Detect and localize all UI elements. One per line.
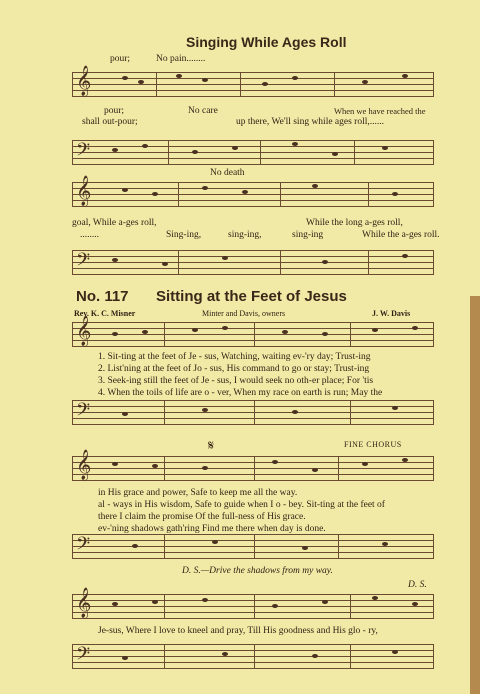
- hymn-owners: Minter and Davis, owners: [202, 309, 286, 318]
- verse-1-line-2: in His grace and power, Safe to keep me all the way.: [98, 488, 298, 498]
- chorus-line: Je-sus, Where I love to kneel and pray, Till His goodness and His glo - ry,: [98, 626, 378, 636]
- music-staff-1: 𝄞: [72, 72, 434, 96]
- music-staff-10: 𝄢: [72, 644, 434, 668]
- hymn-composer: J. W. Davis: [372, 309, 411, 318]
- hymn-number: No. 117: [76, 288, 129, 305]
- lyric-singing-3: sing-ing: [292, 230, 324, 240]
- music-staff-8: 𝄢: [72, 534, 434, 558]
- hymn-author: Rev. K. C. Misner: [74, 309, 136, 318]
- music-staff-3: 𝄞: [72, 182, 434, 206]
- ds-instruction: D. S.—Drive the shadows from my way.: [182, 566, 333, 576]
- lyric-when-reached: When we have reached the: [334, 106, 426, 116]
- music-staff-7: 𝄞: [72, 456, 434, 480]
- lyric-no-pain: No pain........: [156, 54, 206, 64]
- verse-2-line-2: al - ways in His wisdom, Safe to guide when I o - bey. Sit-ting at the feet of: [98, 500, 385, 510]
- music-staff-4: 𝄢: [72, 250, 434, 274]
- verse-1-line-1: 1. Sit-ting at the feet of Je - sus, Watching, waiting ev-'ry day; Trust-ing: [98, 352, 371, 362]
- lyric-pour-2: pour;: [104, 106, 125, 116]
- lyric-up-there: up there, We'll sing while ages roll,......: [236, 117, 384, 127]
- music-staff-2: 𝄢: [72, 140, 434, 164]
- book-edge: [470, 296, 480, 694]
- verse-3-line-1: 3. Seek-ing still the feet of Je - sus, I would seek no oth-er place; For 'tis: [98, 376, 374, 386]
- lyric-while-ages-2: While the a-ges roll.: [362, 230, 440, 240]
- fine-chorus-label: FINE CHORUS: [344, 440, 402, 449]
- lyric-no-care: No care: [188, 106, 218, 116]
- lyric-singing-1: Sing-ing,: [166, 230, 202, 240]
- verse-2-line-1: 2. List'ning at the feet of Jo - sus, His command to go or stay; Trust-ing: [98, 364, 370, 374]
- verse-4-line-1: 4. When the toils of life are o - ver, When my race on earth is run; May the: [98, 388, 383, 398]
- lyric-shall-out-pour: shall out-pour;: [82, 117, 138, 127]
- lyric-singing-2: sing-ing,: [228, 230, 262, 240]
- verse-3-line-2: there I claim the promise Of the full-ness of His grace.: [98, 512, 306, 522]
- ds-mark: D. S.: [408, 580, 427, 590]
- music-staff-5: 𝄞: [72, 322, 434, 346]
- lyric-while-long: While the long a-ges roll,: [306, 218, 403, 228]
- music-staff-9: 𝄞: [72, 594, 434, 618]
- lyric-no-death: No death: [210, 168, 245, 178]
- segno-mark: 𝄋: [208, 438, 215, 454]
- lyric-goal: goal, While a-ges roll,: [72, 218, 157, 228]
- lyric-dots: ........: [80, 230, 99, 240]
- lyric-pour: pour;: [110, 54, 131, 64]
- verse-4-line-2: ev-'ning shadows gath'ring Find me there when day is done.: [98, 524, 326, 534]
- music-staff-6: 𝄢: [72, 400, 434, 424]
- hymn-title: Sitting at the Feet of Jesus: [156, 288, 347, 305]
- song-title-singing-while-ages-roll: Singing While Ages Roll: [186, 34, 347, 50]
